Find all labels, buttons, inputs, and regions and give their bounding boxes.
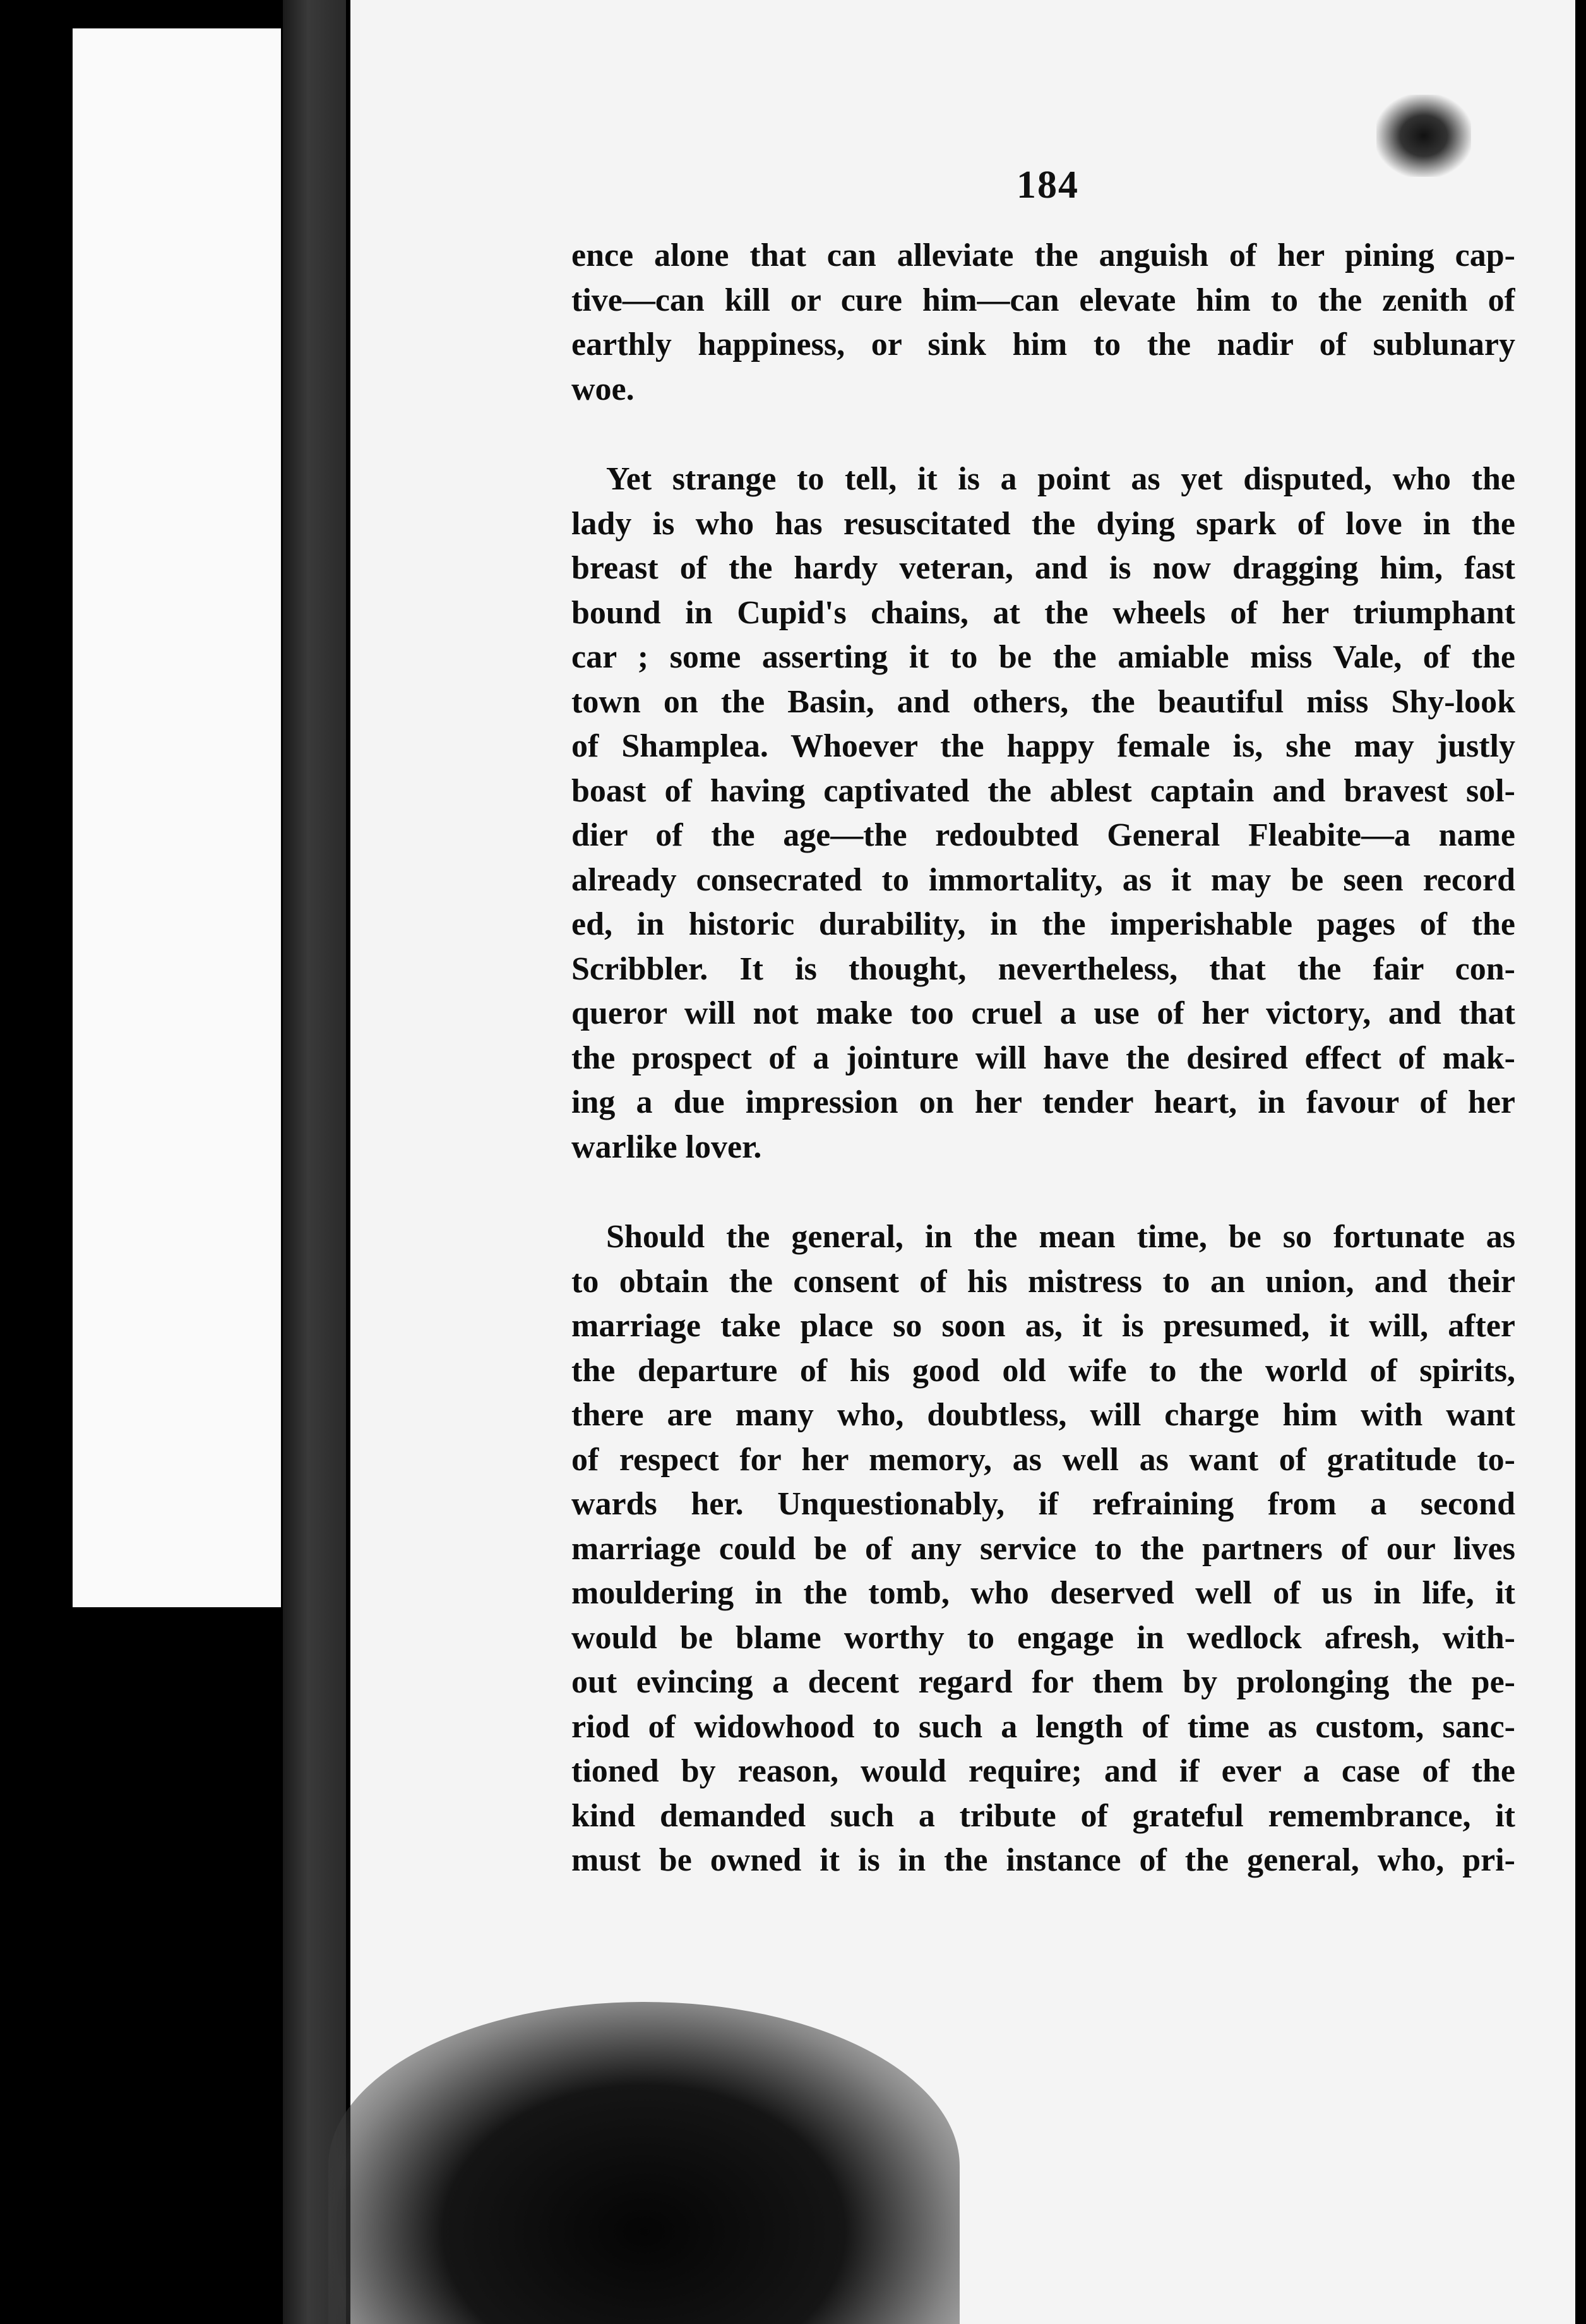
text-line: to obtain the consent of his mistress to an union, and their <box>571 1263 1515 1300</box>
ink-smudge <box>1376 95 1471 177</box>
paragraph-gap <box>571 412 1515 457</box>
text-line: marriage take place so soon as, it is presumed, it will, after <box>571 1308 1515 1344</box>
text-line: of Shamplea. Whoever the happy female is, she may justly <box>571 728 1515 764</box>
text-line: lady is who has resuscitated the dying spark of love in the <box>571 505 1515 542</box>
body-text <box>571 234 1515 1883</box>
text-line: already consecrated to immortality, as it may be seen record <box>571 861 1515 898</box>
text-line: car ; some asserting it to be the amiable miss Vale, of the <box>571 639 1515 675</box>
text-line: woe. <box>571 371 635 407</box>
text-line: dier of the age—the redoubted General Fleabite—a name <box>571 817 1515 853</box>
text-line: of respect for her memory, as well as want of gratitude to- <box>571 1441 1515 1478</box>
binding-gutter <box>283 0 346 2324</box>
text-line: mouldering in the tomb, who deserved well of us in life, it <box>571 1575 1515 1611</box>
paragraph <box>571 234 1515 412</box>
text-line: kind demanded such a tribute of grateful remembrance, it <box>571 1797 1515 1834</box>
page-number: 184 <box>1017 164 1079 207</box>
text-line: queror will not make too cruel a use of her victory, and that <box>571 995 1515 1031</box>
text-line: boast of having captivated the ablest captain and bravest sol- <box>571 772 1515 809</box>
text-line: Yet strange to tell, it is a point as yet disputed, who the <box>606 461 1515 497</box>
text-line: the prospect of a jointure will have the desired effect of mak- <box>571 1039 1515 1076</box>
text-line: the departure of his good old wife to the world of spirits, <box>571 1352 1515 1389</box>
text-line: out evincing a decent regard for them by prolonging the pe- <box>571 1664 1515 1700</box>
text-line: breast of the hardy veteran, and is now dragging him, fast <box>571 550 1515 586</box>
text-line: bound in Cupid's chains, at the wheels of her triumphant <box>571 594 1515 631</box>
text-line: would be blame worthy to engage in wedlock afresh, with- <box>571 1619 1515 1656</box>
thumb-shadow <box>328 2002 960 2324</box>
text-line: riod of widowhood to such a length of time as custom, sanc- <box>571 1708 1515 1745</box>
text-line: ence alone that can alleviate the anguish of her pining cap- <box>571 237 1515 273</box>
text-line: there are many who, doubtless, will charge him with want <box>571 1397 1515 1433</box>
text-line: Scribbler. It is thought, nevertheless, that the fair con- <box>571 950 1515 987</box>
text-line: warlike lover. <box>571 1129 762 1165</box>
text-line: town on the Basin, and others, the beautiful miss Shy-look <box>571 683 1515 720</box>
paragraph-gap <box>571 1170 1515 1215</box>
paragraph <box>571 457 1515 1170</box>
text-line: Should the general, in the mean time, be so fortunate as <box>606 1219 1515 1255</box>
text-line: tive—can kill or cure him—can elevate him to the zenith of <box>571 282 1515 318</box>
left-paper-slip <box>73 28 281 1607</box>
text-line: must be owned it is in the instance of the general, who, pri- <box>571 1842 1515 1878</box>
text-line: tioned by reason, would require; and if ever a case of the <box>571 1753 1515 1789</box>
text-line: marriage could be of any service to the partners of our lives <box>571 1530 1515 1567</box>
paragraph <box>571 1215 1515 1883</box>
text-line: wards her. Unquestionably, if refraining from a second <box>571 1486 1515 1522</box>
text-line: ed, in historic durability, in the imperishable pages of the <box>571 906 1515 942</box>
text-line: earthly happiness, or sink him to the nadir of sublunary <box>571 326 1515 362</box>
text-line: ing a due impression on her tender heart, in favour of her <box>571 1084 1515 1120</box>
